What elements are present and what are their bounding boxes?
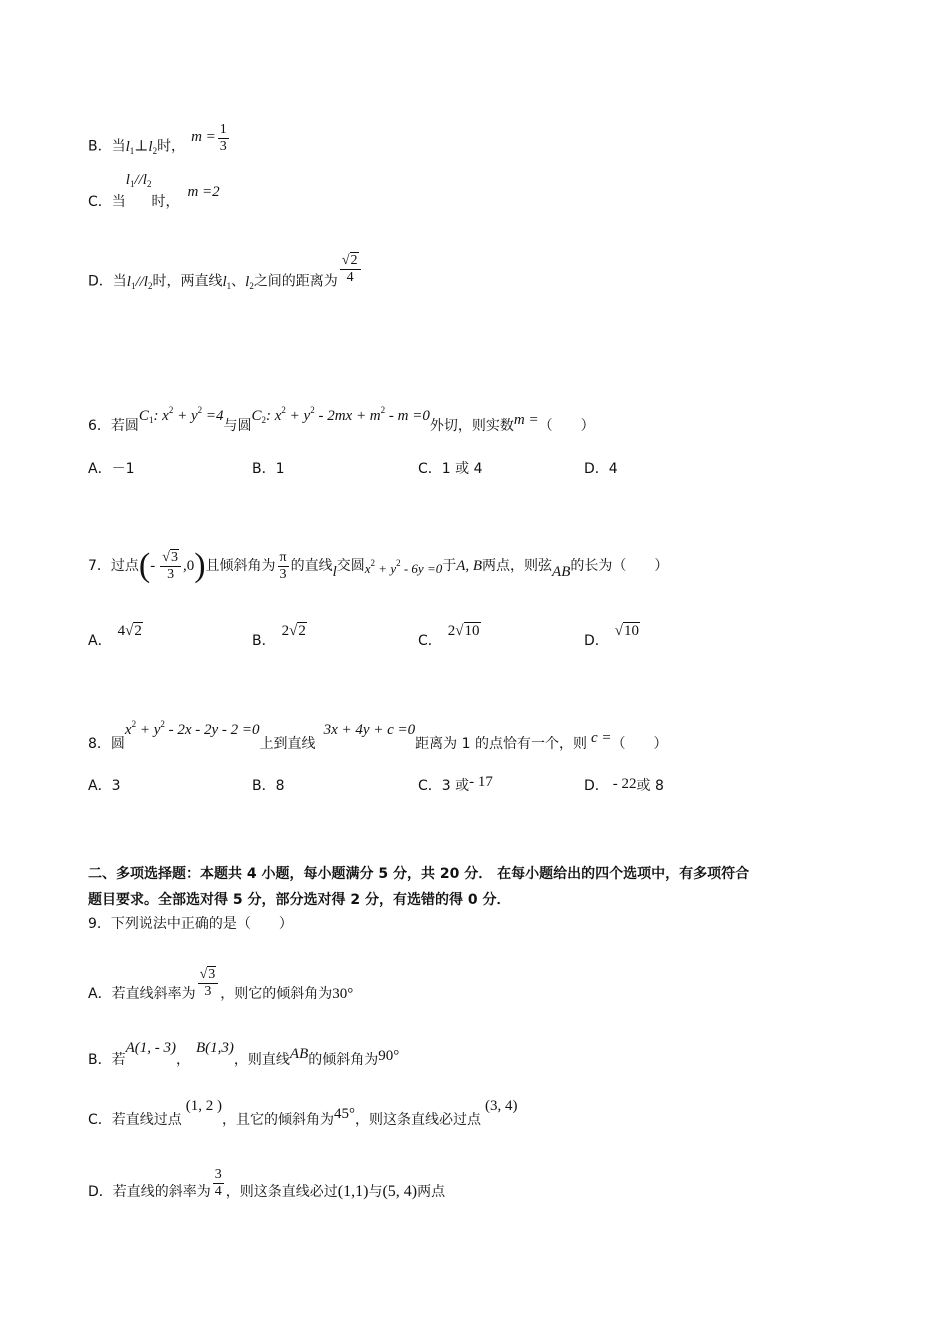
q8-option-a: A．3	[88, 778, 121, 794]
q9-option-a	[88, 960, 353, 1004]
text: 、	[231, 273, 246, 290]
option-label: C．	[88, 1112, 112, 1128]
q9-option-b	[88, 1040, 400, 1070]
q5-option-d	[88, 253, 363, 298]
fraction: $\frac{1}{3}$	[219, 122, 227, 154]
option-label: D．	[88, 1184, 113, 1200]
text: 当	[111, 194, 126, 210]
text: 若圆	[110, 418, 139, 434]
text: ，则这条直线必过	[225, 1184, 338, 1200]
perp-symbol: ⊥	[134, 138, 149, 155]
q6-option-c: C．1 或 4	[418, 461, 483, 477]
text: 两点	[417, 1184, 446, 1200]
text: 交圆	[336, 558, 365, 574]
math-m: m =	[191, 128, 216, 145]
q7-option-b: B．2√2	[252, 623, 306, 649]
text: 之间的距离为	[253, 273, 338, 290]
option-label: D．	[88, 273, 113, 290]
math-point: (5, 4)	[382, 1183, 418, 1200]
answer-paren: （ ）	[538, 418, 595, 434]
math-l1: $l_1$	[125, 138, 135, 156]
math-l: l	[332, 564, 337, 580]
q8-option-b: B．8	[252, 778, 285, 794]
question-number: 8．	[88, 736, 111, 752]
q6-option-a: A．－1	[88, 461, 135, 477]
q9-stem: 9．下列说法中正确的是（ ）	[88, 916, 293, 932]
math-point: ( - $\frac{√3}{3}$ ,0 )	[138, 547, 206, 584]
section2-heading-line2: 题目要求。全部选对得 5 分，部分选对得 2 分，有选错的得 0 分．	[88, 892, 511, 908]
math-l1: $l_1$	[222, 273, 232, 291]
option-label: B．	[88, 1052, 112, 1068]
text: 与圆	[223, 418, 252, 434]
text: ，	[176, 1052, 191, 1068]
math-degree: 45°	[334, 1106, 356, 1122]
q7-option-a: A．4√2	[88, 623, 142, 649]
fraction-sqrt2-over-4: $\frac{√2}{4}$	[340, 253, 361, 286]
text: 若直线的斜率为	[112, 1184, 211, 1200]
math-point-a: A(1, - 3)	[125, 1040, 177, 1056]
text: 距离为 1 的点恰有一个，则	[415, 736, 587, 752]
q8-stem	[88, 719, 668, 754]
text: 过点	[110, 558, 139, 574]
text: 若直线过点	[111, 1112, 182, 1128]
question-number: 7．	[88, 558, 111, 574]
q6-stem	[88, 405, 595, 440]
math-circle-eq: $x^2 + y^2 - 6y =0$	[364, 558, 443, 576]
math-ab: AB	[289, 1046, 309, 1062]
math-degree: 90°	[378, 1048, 400, 1064]
q9-option-c	[88, 1098, 518, 1130]
option-label: A．	[88, 986, 112, 1002]
q7-option-c: C．2√10	[418, 623, 480, 649]
q6-option-b: B．1	[252, 461, 285, 477]
text: 的直线	[290, 558, 333, 574]
math-point: (3, 4)	[485, 1098, 518, 1114]
text: 若	[111, 1052, 126, 1068]
math-c: c =	[590, 730, 612, 746]
fraction-3-over-4: $\frac{3}{4}$	[214, 1167, 222, 1199]
math-chord-ab: AB	[552, 564, 571, 580]
text: ，则直线	[233, 1052, 290, 1068]
text: 当	[112, 273, 127, 290]
text: 时，	[151, 194, 180, 210]
q5-option-c	[88, 172, 220, 216]
section2-heading-line1: 二、多项选择题：本题共 4 小题，每小题满分 5 分，共 20 分． 在每小题给出的四个选项中，有多项符合	[88, 866, 750, 882]
text: 时，两直线	[152, 273, 223, 290]
text: 的长为（ ）	[570, 558, 669, 574]
option-label: B．	[88, 138, 112, 155]
math-circle-eq: $x^2 + y^2 - 2x - 2y - 2 =0$	[124, 719, 260, 738]
math-line-eq: 3x + 4y + c =0	[323, 722, 416, 738]
text: 若直线斜率为	[111, 986, 196, 1002]
fraction-pi-over-3: $\frac{\pi}{3}$	[279, 549, 287, 582]
math-l2: $l_2$	[148, 138, 158, 156]
q8-option-d: D． - 22或 8	[584, 776, 664, 794]
text: 且倾斜角为	[205, 558, 276, 574]
math-point: (1, 2 )	[185, 1098, 223, 1114]
q6-option-d: D．4	[584, 461, 618, 477]
text: 外切，则实数	[429, 418, 514, 434]
answer-paren: （ ）	[611, 736, 668, 752]
text: ，且它的倾斜角为	[222, 1112, 335, 1128]
math-degree: 30°	[332, 986, 354, 1002]
text: 时，	[157, 138, 186, 155]
math-m-eq: m =2	[187, 184, 220, 200]
math-l1-par-l2: $l_1//l_2$	[125, 172, 152, 189]
math-point-b: B(1,3)	[196, 1040, 234, 1056]
q8-option-c: C．3 或- 17	[418, 774, 493, 794]
text: ，则这条直线必过点	[355, 1112, 482, 1128]
q9-option-d	[88, 1158, 445, 1202]
fraction-sqrt3-over-3: $\frac{√3}{3}$	[198, 967, 219, 1000]
math-circle-c1: $C_1$: $x^2 + y^2 =4$	[138, 405, 224, 425]
math-points-ab: A, B	[456, 558, 483, 574]
text: 上到直线	[259, 736, 316, 752]
math-l1-par-l2: $l_1//l_2$	[126, 273, 153, 291]
q7-option-d: D．√10	[584, 623, 640, 649]
text: 圆	[110, 736, 125, 752]
math-point: (1,1)	[337, 1183, 369, 1200]
text: 与	[368, 1184, 383, 1200]
text: 当	[111, 138, 126, 155]
math-circle-c2: $C_2$: $x^2 + y^2 - 2mx + m^2 - m =0$	[251, 405, 430, 425]
math-m: m =	[513, 412, 539, 428]
text: ，则它的倾斜角为	[220, 986, 333, 1002]
text: 两点，则弦	[482, 558, 553, 574]
math-l2: $l_2$	[245, 273, 254, 291]
text: 于	[442, 558, 457, 574]
option-label: C．	[88, 194, 112, 210]
text: 的倾斜角为	[308, 1052, 379, 1068]
question-number: 6．	[88, 418, 111, 434]
q7-stem	[88, 536, 668, 596]
q5-option-b	[88, 122, 231, 163]
